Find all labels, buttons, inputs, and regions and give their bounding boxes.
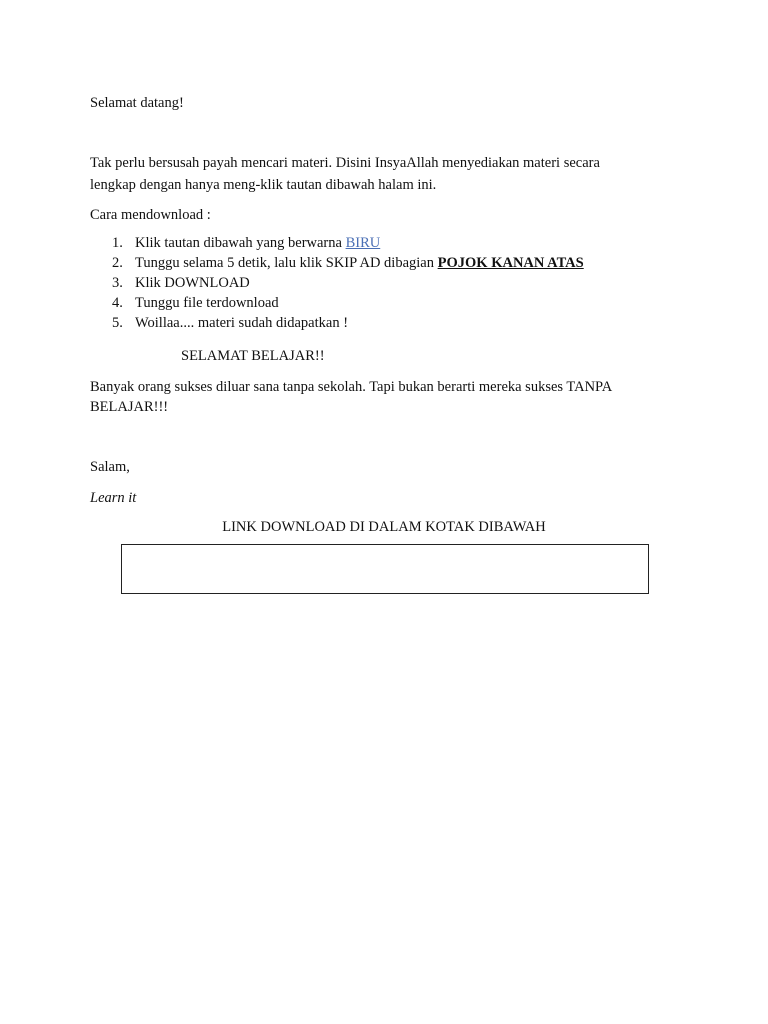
greeting-text: Selamat datang!: [90, 95, 184, 111]
step-number: 3.: [112, 275, 123, 291]
download-link-box[interactable]: [121, 544, 649, 594]
link-download-title: LINK DOWNLOAD DI DALAM KOTAK DIBAWAH: [222, 519, 546, 535]
step-text: Tunggu file terdownload: [135, 295, 279, 311]
howto-label: Cara mendownload :: [90, 207, 211, 223]
step-number: 2.: [112, 255, 123, 271]
step-text: Klik tautan dibawah yang berwarna BIRU: [135, 235, 381, 251]
signature-text: Learn it: [90, 490, 137, 506]
motto-text: SELAMAT BELAJAR!!: [181, 348, 325, 364]
step-number: 4.: [112, 295, 123, 311]
step-number: 5.: [112, 315, 123, 331]
paragraph-line-2: BELAJAR!!!: [90, 399, 169, 415]
intro-line-2: lengkap dengan hanya meng-klik tautan dibawah halam ini.: [90, 177, 437, 193]
step-number: 1.: [112, 235, 123, 251]
intro-line-1: Tak perlu bersusah payah mencari materi. Disini InsyaAllah menyediakan materi secara: [90, 155, 600, 171]
step-text: Tunggu selama 5 detik, lalu klik SKIP AD dibagian POJOK KANAN ATAS: [135, 255, 584, 271]
closing-text: Salam,: [90, 459, 130, 475]
biru-link[interactable]: BIRU: [345, 235, 381, 251]
step-text: Klik DOWNLOAD: [135, 275, 250, 291]
step-text: Woillaa.... materi sudah didapatkan !: [135, 315, 349, 331]
pojok-kanan-atas-emphasis: POJOK KANAN ATAS: [437, 255, 584, 271]
paragraph-line-1: Banyak orang sukses diluar sana tanpa sekolah. Tapi bukan berarti mereka sukses TANPA: [90, 379, 613, 395]
